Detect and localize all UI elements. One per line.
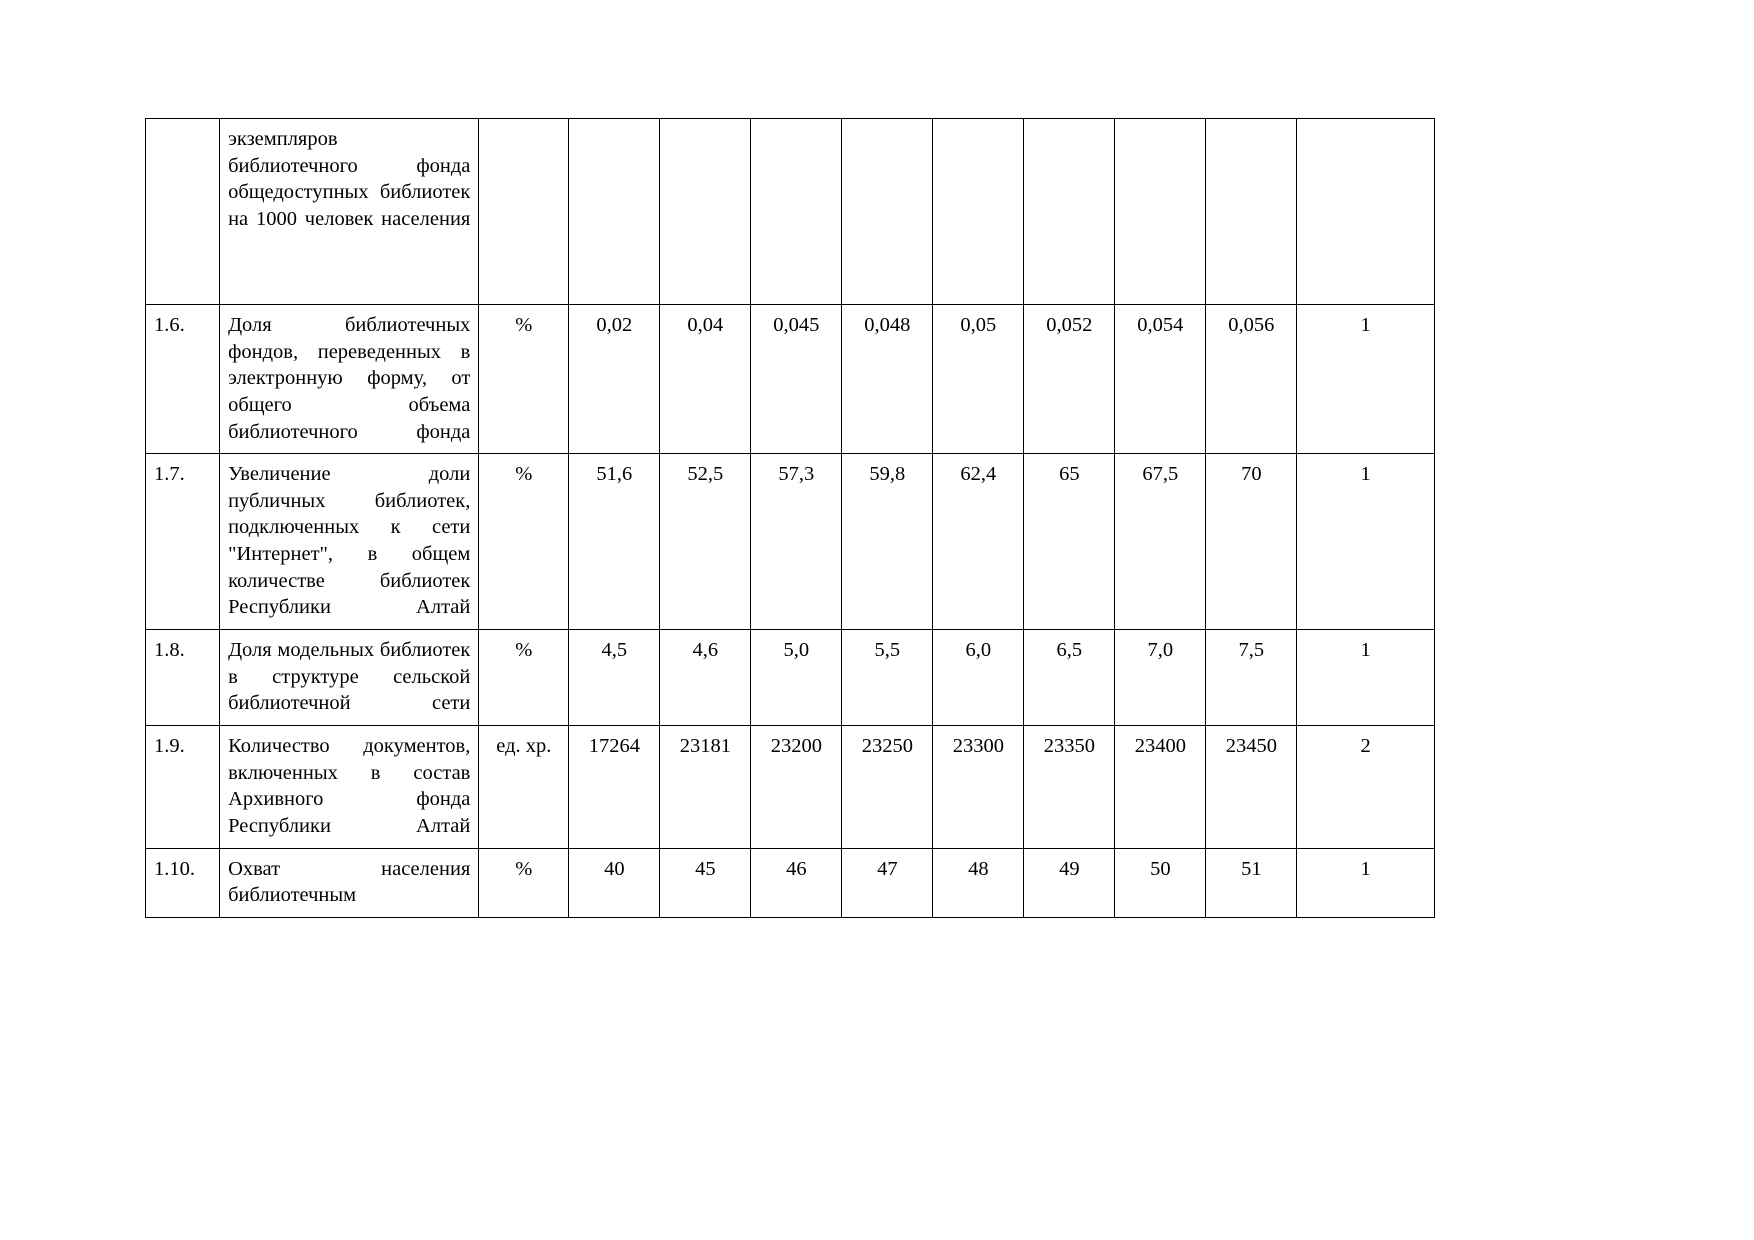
row-number: 1.10. xyxy=(146,848,220,917)
row-value-6 xyxy=(1024,119,1115,305)
row-value-4: 0,048 xyxy=(842,305,933,454)
table-row xyxy=(146,305,1435,454)
row-value-8: 0,056 xyxy=(1206,305,1297,454)
row-value-7 xyxy=(1115,119,1206,305)
row-value-4 xyxy=(842,119,933,305)
row-value-1: 17264 xyxy=(569,725,660,848)
row-value-1: 40 xyxy=(569,848,660,917)
row-value-8: 23450 xyxy=(1206,725,1297,848)
row-unit: % xyxy=(479,305,569,454)
row-value-3: 23200 xyxy=(751,725,842,848)
row-value-8: 51 xyxy=(1206,848,1297,917)
row-unit: % xyxy=(479,630,569,726)
row-value-2: 45 xyxy=(660,848,751,917)
indicators-table xyxy=(145,118,1435,918)
row-value-6: 6,5 xyxy=(1024,630,1115,726)
row-value-3: 57,3 xyxy=(751,454,842,630)
row-value-7: 0,054 xyxy=(1115,305,1206,454)
row-value-5: 48 xyxy=(933,848,1024,917)
row-number: 1.9. xyxy=(146,725,220,848)
row-name: Количество документов, включенных в состав Архивного фонда Республики Алтай xyxy=(220,725,479,848)
row-value-1: 4,5 xyxy=(569,630,660,726)
row-value-6: 0,052 xyxy=(1024,305,1115,454)
row-value-8: 70 xyxy=(1206,454,1297,630)
row-source: 2 xyxy=(1297,725,1435,848)
row-source xyxy=(1297,119,1435,305)
row-value-7: 67,5 xyxy=(1115,454,1206,630)
row-value-1 xyxy=(569,119,660,305)
row-unit: % xyxy=(479,848,569,917)
row-name: экземпляров библиотечного фонда общедоступных библиотек на 1000 человек населения xyxy=(220,119,479,305)
row-value-2: 23181 xyxy=(660,725,751,848)
row-unit: % xyxy=(479,454,569,630)
row-value-5 xyxy=(933,119,1024,305)
row-value-8: 7,5 xyxy=(1206,630,1297,726)
row-number xyxy=(146,119,220,305)
row-value-6: 65 xyxy=(1024,454,1115,630)
row-value-6: 49 xyxy=(1024,848,1115,917)
row-value-7: 50 xyxy=(1115,848,1206,917)
row-value-7: 7,0 xyxy=(1115,630,1206,726)
table-row xyxy=(146,630,1435,726)
row-value-5: 6,0 xyxy=(933,630,1024,726)
row-number: 1.8. xyxy=(146,630,220,726)
row-source: 1 xyxy=(1297,305,1435,454)
table-row xyxy=(146,454,1435,630)
row-value-2: 4,6 xyxy=(660,630,751,726)
row-value-4: 23250 xyxy=(842,725,933,848)
row-value-3: 5,0 xyxy=(751,630,842,726)
row-source: 1 xyxy=(1297,454,1435,630)
row-value-2: 0,04 xyxy=(660,305,751,454)
row-value-5: 0,05 xyxy=(933,305,1024,454)
row-number: 1.6. xyxy=(146,305,220,454)
row-value-4: 5,5 xyxy=(842,630,933,726)
row-name: Доля модельных библиотек в структуре сельской библиотечной сети xyxy=(220,630,479,726)
row-source: 1 xyxy=(1297,630,1435,726)
row-value-8 xyxy=(1206,119,1297,305)
row-value-4: 47 xyxy=(842,848,933,917)
table-container xyxy=(145,118,1435,918)
row-source: 1 xyxy=(1297,848,1435,917)
row-value-1: 51,6 xyxy=(569,454,660,630)
table-row xyxy=(146,725,1435,848)
table-row xyxy=(146,119,1435,305)
row-value-1: 0,02 xyxy=(569,305,660,454)
row-unit xyxy=(479,119,569,305)
row-value-5: 23300 xyxy=(933,725,1024,848)
row-name: Охват населения библиотечным xyxy=(220,848,479,917)
row-name: Доля библиотечных фондов, переведенных в электронную форму, от общего объема библиотечного фонда xyxy=(220,305,479,454)
row-name: Увеличение доли публичных библиотек, подключенных к сети "Интернет", в общем количестве библиотек Республики Алтай xyxy=(220,454,479,630)
row-value-6: 23350 xyxy=(1024,725,1115,848)
table-row xyxy=(146,848,1435,917)
row-value-5: 62,4 xyxy=(933,454,1024,630)
row-value-2: 52,5 xyxy=(660,454,751,630)
row-value-2 xyxy=(660,119,751,305)
row-number: 1.7. xyxy=(146,454,220,630)
row-unit: ед. хр. xyxy=(479,725,569,848)
row-value-7: 23400 xyxy=(1115,725,1206,848)
table-body xyxy=(146,119,1435,918)
row-value-4: 59,8 xyxy=(842,454,933,630)
row-value-3: 0,045 xyxy=(751,305,842,454)
row-value-3 xyxy=(751,119,842,305)
row-value-3: 46 xyxy=(751,848,842,917)
